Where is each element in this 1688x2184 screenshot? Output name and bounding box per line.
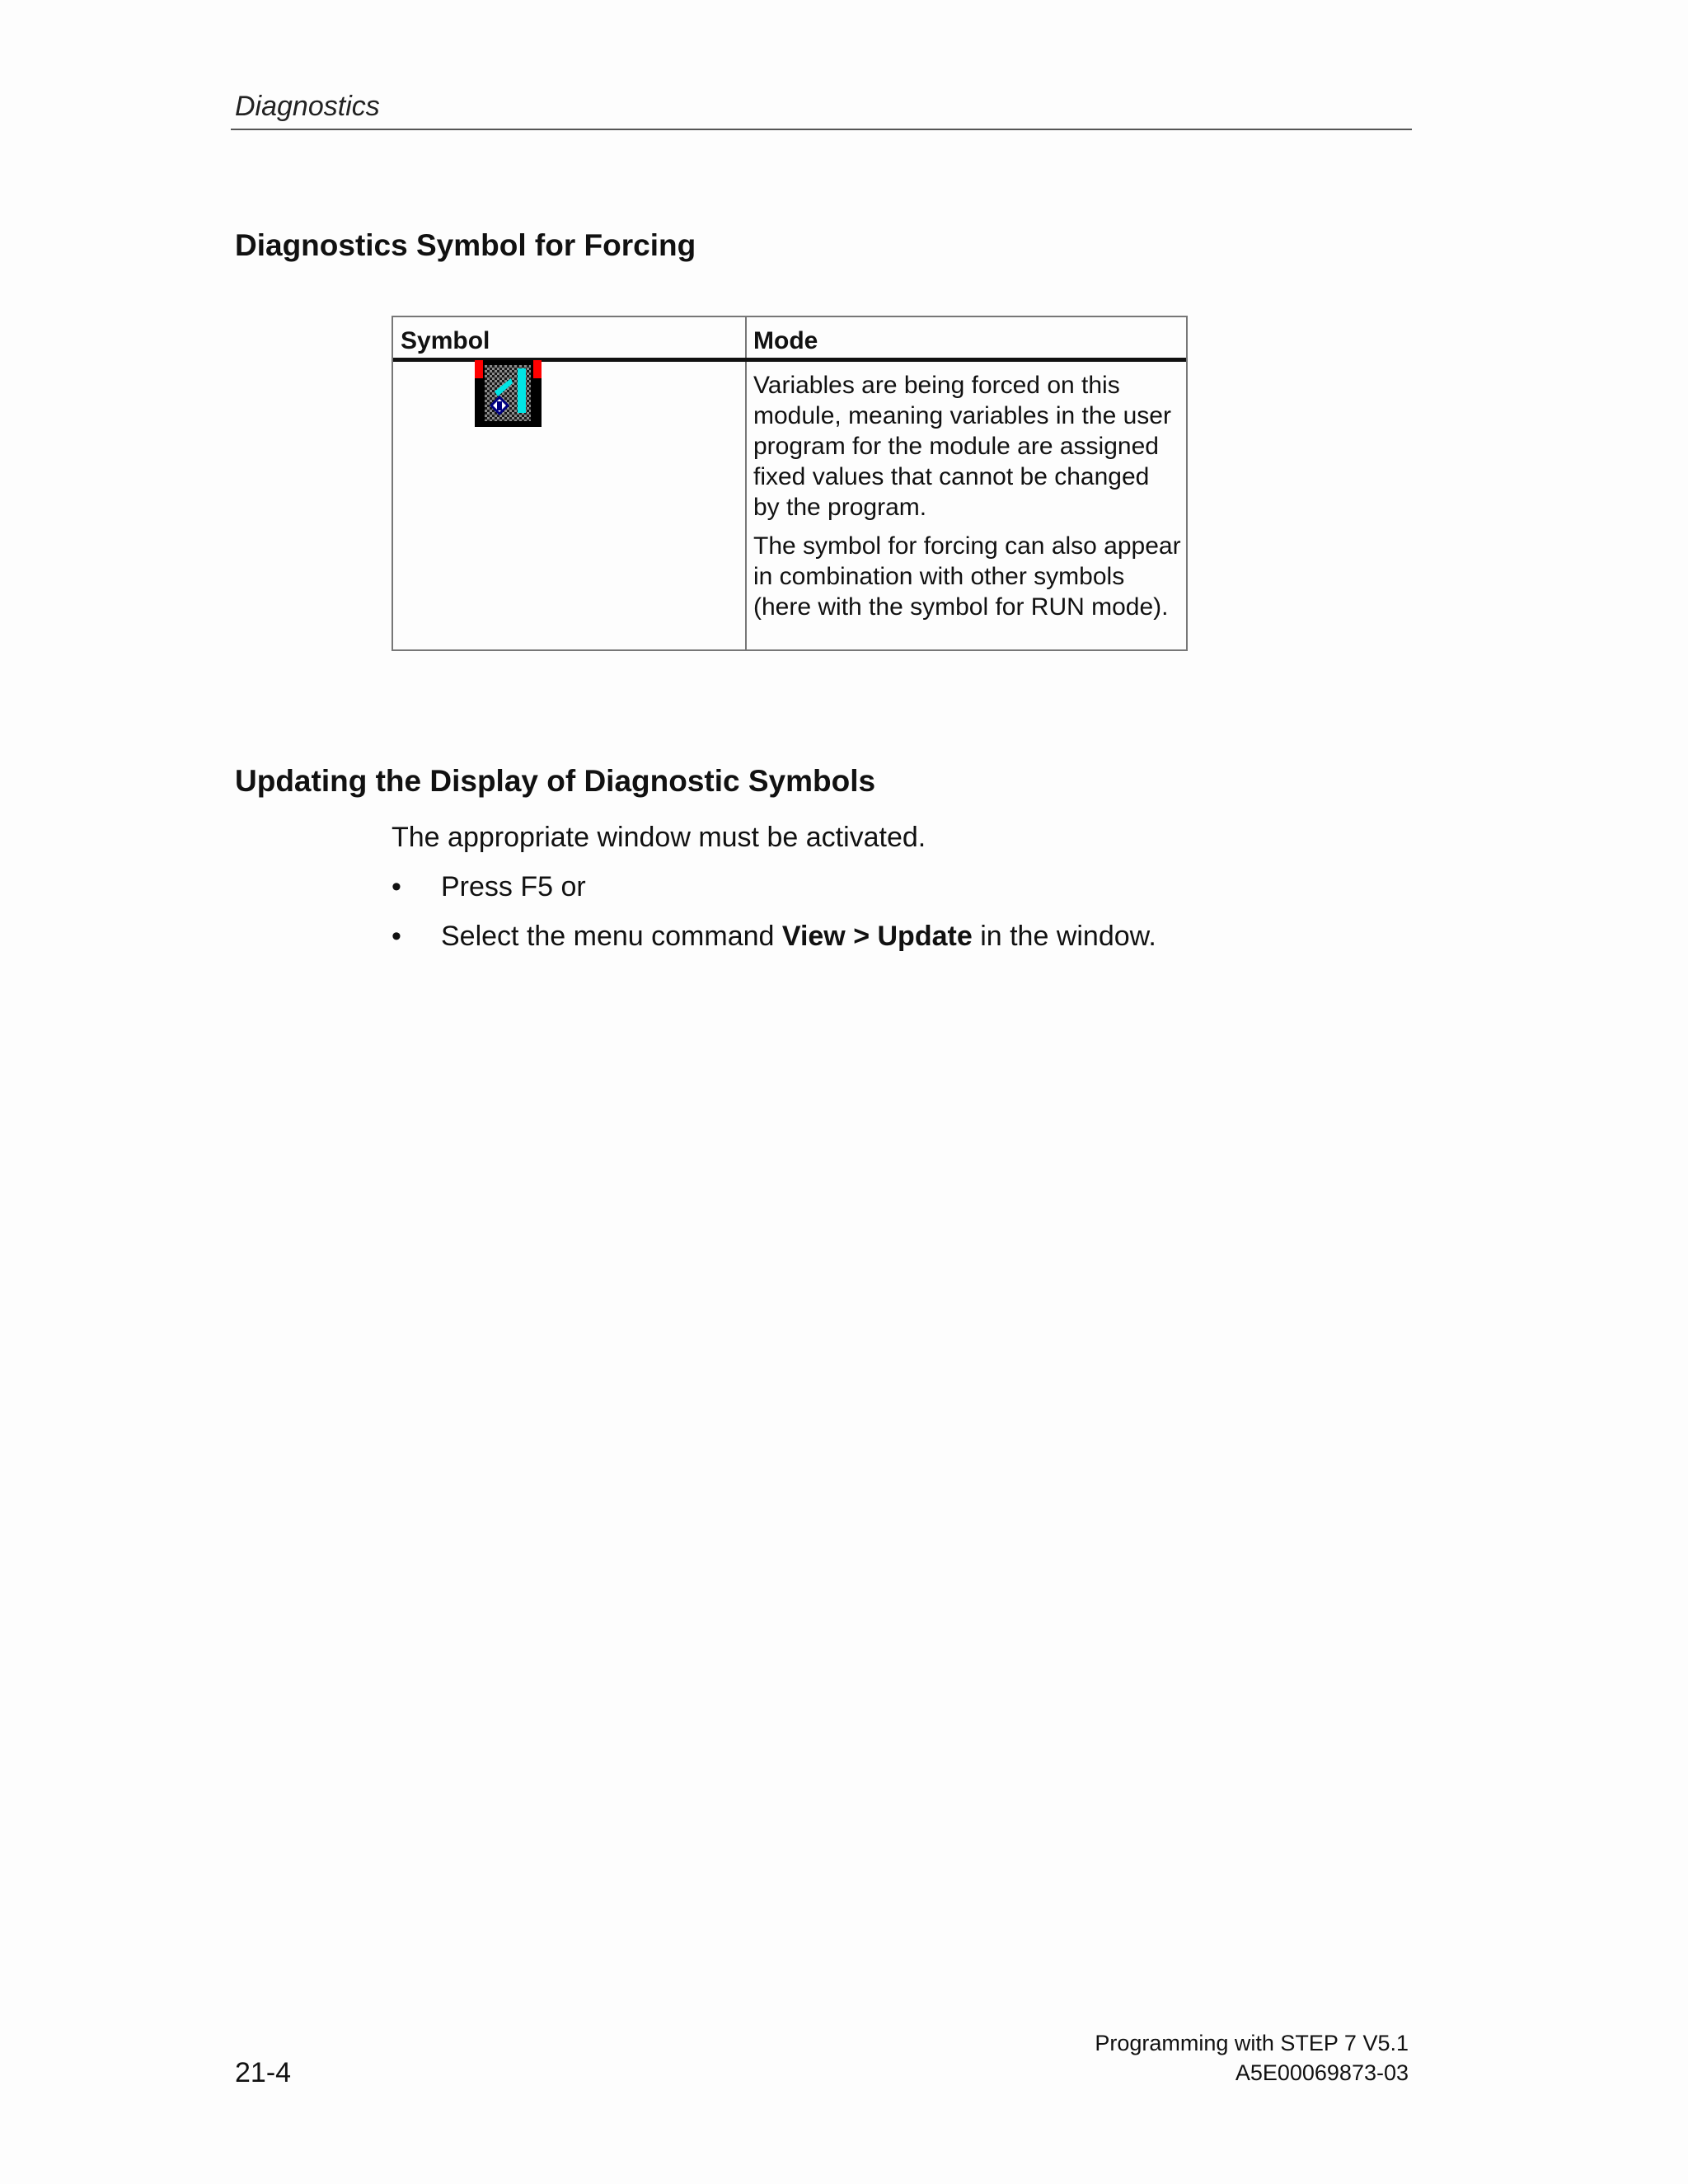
- bullet-text: [441, 921, 1156, 953]
- forcing-symbol-icon: [475, 360, 542, 427]
- bullet-text-suffix: in the window.: [972, 921, 1156, 952]
- bullet-text-prefix: Select the menu command: [441, 921, 782, 952]
- footer-doc-code: A5E00069873-03: [1235, 2060, 1409, 2085]
- header-rule: [231, 129, 1412, 130]
- bullet-icon: •: [392, 871, 401, 902]
- mode-paragraph-1: Variables are being forced on this module, meaning variables in the user program for the module are assigned fixed values that cannot be changed by the program.: [753, 372, 1171, 521]
- running-header: Diagnostics: [235, 91, 380, 122]
- mode-paragraph-2: The symbol for forcing can also appear in combination with other symbols (here with the symbol for RUN mode).: [753, 532, 1181, 621]
- forcing-symbol-table: [392, 316, 1188, 651]
- intro-text: The appropriate window must be activated.: [392, 822, 926, 853]
- footer-doc-title: Programming with STEP 7 V5.1: [1095, 2031, 1409, 2055]
- page-number: 21-4: [235, 2057, 292, 2088]
- bullet-text: Press F5 or: [441, 871, 586, 902]
- section-heading-forcing: Diagnostics Symbol for Forcing: [235, 228, 696, 262]
- table-header-mode: Mode: [753, 327, 818, 354]
- mode-description: [753, 370, 1182, 630]
- table-column-divider: [745, 317, 747, 649]
- table-header-symbol: Symbol: [401, 327, 490, 354]
- bullet-icon: •: [392, 921, 401, 952]
- menu-command: View > Update: [781, 921, 973, 952]
- section-heading-updating: Updating the Display of Diagnostic Symbols: [235, 764, 876, 798]
